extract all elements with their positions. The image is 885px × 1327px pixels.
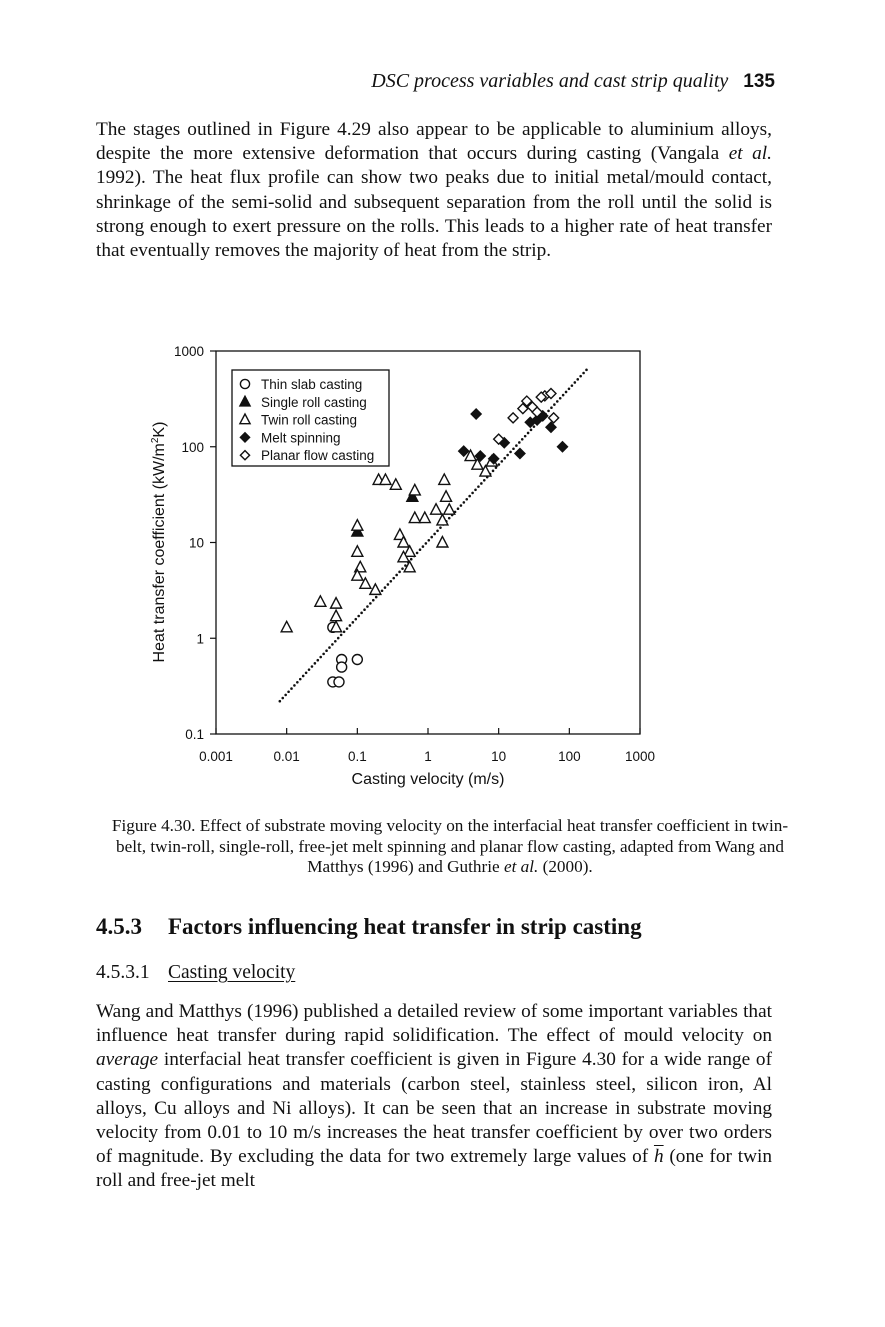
caption-text-a: Figure 4.30. Effect of substrate moving velocity on the interfacial heat transfer coefficient in twin-belt, twin-roll, single-roll, free-jet melt spinning and planar flow casting, adapted from Wang and Matthys (1996) and Guthrie [111,816,789,876]
section-heading [96,914,642,940]
subsection-heading [96,962,295,984]
data-point [459,446,469,456]
data-point [515,449,525,459]
data-point [370,584,381,595]
data-point [409,512,420,523]
data-point [334,677,344,687]
paragraph-2-text-a: Wang and Matthys (1996) published a detailed review of some important variables that influence heat transfer during rapid solidification. The effect of mould velocity on [96,1001,772,1047]
data-point [281,621,292,632]
caption-em: et al. [503,857,539,876]
legend-label: Thin slab casting [261,377,363,392]
x-tick-label: 0.001 [199,749,233,764]
figure-4-30 [140,336,680,796]
section-number: 4.5.3 [96,914,142,939]
paragraph-2-text-c: (one for twin roll and free-jet melt [96,1146,772,1192]
paragraph-casting-velocity [96,1000,772,1194]
data-point [439,474,450,485]
paragraph-intro-em: et al. [728,143,772,165]
y-axis-label: Heat transfer coefficient $(kW/m^2K)$ [150,421,168,663]
data-point [441,491,452,502]
data-point [352,654,362,664]
y-tick-label: 1000 [173,344,204,359]
data-point [546,422,556,432]
y-tick-label: 1 [196,631,204,647]
caption-text-b: (2000). [538,857,593,876]
legend [232,370,389,466]
y-tick-label: 100 [181,439,204,455]
page-number: 135 [743,71,775,92]
paragraph-intro [96,118,772,263]
x-tick-label: 1000 [624,749,656,764]
data-point [557,442,567,452]
y-tick-label: 0.1 [185,727,204,742]
data-point [331,598,342,609]
section-title: Factors influencing heat transfer in strip casting [168,914,642,939]
legend-item [240,448,374,463]
data-point [471,409,481,419]
figure-caption [100,816,800,878]
data-point [444,504,455,515]
y-tick-label: 10 [188,535,204,551]
legend-label: Planar flow casting [261,448,375,464]
data-point [437,537,448,548]
data-point [331,610,342,621]
paragraph-intro-text-b: 1992). The heat flux profile can show two peaks due to initial metal/mould contact, shrinkage of the semi-solid and subsequent separation from the roll until the solid is strong enough to exert pressure on the rolls. This leads to a higher rate of heat transfer that eventually removes the majority of heat from the strip. [96,167,772,262]
x-tick-label: 1 [424,749,432,764]
data-point [352,546,363,557]
subsection-title: Casting velocity [168,962,296,983]
paragraph-intro-text-a: The stages outlined in Figure 4.29 also appear to be applicable to aluminium alloys, despite the more extensive deformation that occurs during casting (Vangala [96,119,772,165]
data-point [437,514,448,525]
data-point [337,662,347,672]
open-circle-icon [240,379,249,388]
h-bar-symbol: $\overline{h}$ [653,1146,664,1168]
paragraph-2-text-b: interfacial heat transfer coefficient is given in Figure 4.30 for a wide range of casting configurations and materials (carbon steel, stainless steel, silicon iron, Al alloys, Cu alloys and Ni alloys). It can be seen that an increase in substrate moving velocity from 0.01 to 10 m/s increases the heat transfer coefficient by over two orders of magnitude. By excluding the data for two extremely large values of [96,1049,772,1168]
paragraph-2-em: average [96,1049,159,1071]
x-tick-label: 10 [491,749,507,764]
legend-label: Twin roll casting [261,412,358,428]
x-tick-label: 0.01 [273,749,300,764]
x-tick-label: 100 [558,749,581,764]
running-head-title: DSC process variables and cast strip quality [371,70,729,92]
x-axis-label: Casting velocity (m/s) [351,771,505,788]
data-point [315,596,326,607]
data-point [508,413,518,423]
running-head [98,70,775,93]
legend-label: Melt spinning [261,430,341,446]
data-point [431,504,442,515]
data-point [409,484,420,495]
x-tick-label: 0.1 [347,749,367,764]
legend-label: Single roll casting [261,394,367,410]
data-point [419,512,430,523]
scatter-chart [140,336,680,796]
y-axis [174,344,216,742]
data-point [549,413,559,423]
series-twin-roll-casting [281,450,497,632]
subsection-number: 4.5.3.1 [96,962,150,983]
data-point [352,520,363,531]
data-point [390,479,401,490]
